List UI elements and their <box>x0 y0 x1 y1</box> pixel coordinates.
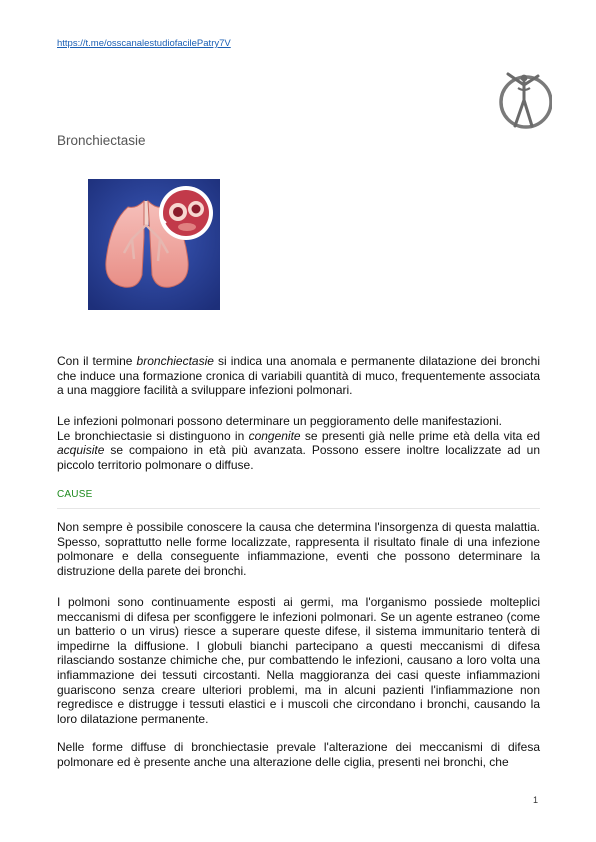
telegram-link[interactable]: https://t.me/osscanalestudiofacilePatry7V <box>57 38 231 49</box>
cause-paragraph-3: Nelle forme diffuse di bronchiectasie prevale l'alterazione dei meccanismi di difesa polmonare ed è presente anche una alterazione delle ciglia, presenti nei bronchi, che <box>57 740 540 769</box>
cause-paragraph-1: Non sempre è possibile conoscere la causa che determina l'insorgenza di questa malattia. Spesso, soprattutto nelle forme localizzate, rappresenta il risultato finale di una infezione polmonare e della conseguente infiammazione, eventi che possono determinare la distruzione della parete dei bronchi. <box>57 520 540 578</box>
anatomical-figure-logo-icon <box>494 70 552 132</box>
classification-paragraph: Le infezioni polmonari possono determinare un peggioramento delle manifestazioni. Le bronchiectasie si distinguono in congenite se presenti già nelle prime età della vita ed acquisite se compaiono in età più avanzata. Possono essere inoltre localizzate ad un piccolo territorio polmonare o diffuse. <box>57 414 540 472</box>
page-title: Bronchiectasie <box>57 133 146 148</box>
page-number: 1 <box>533 795 539 805</box>
intro-paragraph: Con il termine bronchiectasie si indica una anomala e permanente dilatazione dei bronchi che induce una formazione cronica di variabili quantità di muco, frequentemente associata a una maggiore facilità a sviluppare infezioni polmonari. <box>57 354 540 398</box>
lungs-bronchi-illustration-icon <box>88 179 220 310</box>
section-divider <box>57 508 540 509</box>
section-heading-cause: CAUSE <box>57 489 93 500</box>
cause-paragraph-2: I polmoni sono continuamente esposti ai germi, ma l'organismo possiede molteplici meccanismi di difesa per sconfiggere le infezioni polmonari. Se un agente estraneo (come un batterio o un virus) riesce a superare queste difese, il sistema immunitario tenterà di impedirne la diffusione. I globuli bianchi partecipano a questi meccanismi di difesa rilasciando sostanze chimiche che, pur combattendo le infezioni, causano a loro volta una infiammazione dei tessuti circostanti. Nella maggioranza dei casi queste infiammazioni guariscono senza creare ulteriori problemi, ma in alcuni pazienti l'infiammazione non regredisce e distrugge i tessuti elastici e i muscoli che circondano i bronchi, causando la loro dilatazione permanente. <box>57 595 540 726</box>
